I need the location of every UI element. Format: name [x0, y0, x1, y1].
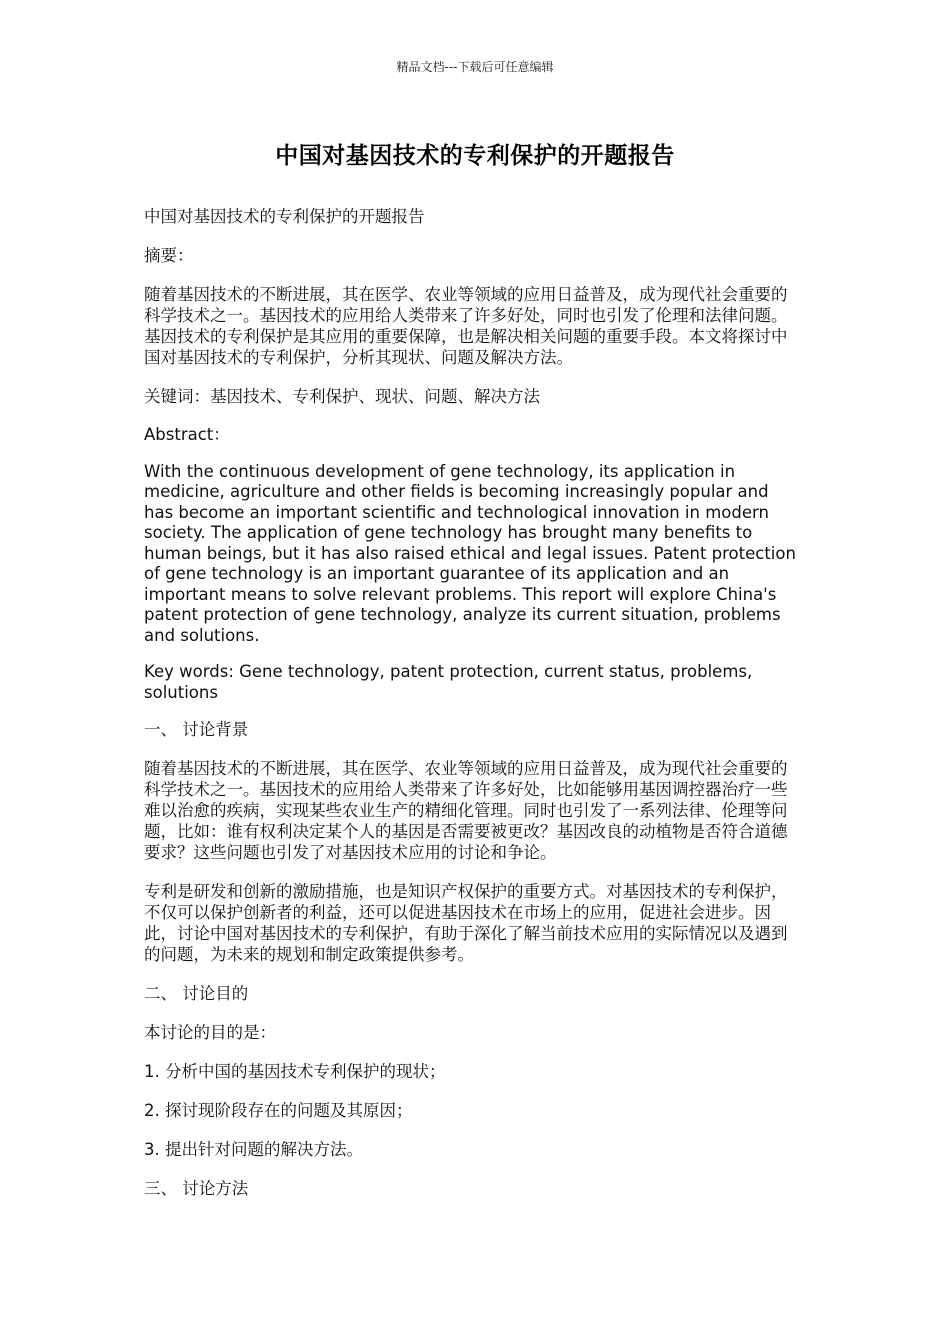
abstract-en-paragraph: With the continuous development of gene technology, its application in medicine, agriculture and other fields is becoming increasingly popular and has become an important scientific and technological innovation in modern society. The application of gene technology has brought many benefits to human beings, but it has also raised ethical and legal issues. Patent protection of gene technology is an important guarantee of its application and an important means to solve relevant problems. This report will explore China's patent protection of gene technology, analyze its current situation, problems and solutions. — [144, 461, 796, 645]
section1-paragraph-2: 专利是研发和创新的激励措施，也是知识产权保护的重要方式。对基因技术的专利保护，不仅可以保护创新者的利益，还可以促进基因技术在市场上的应用，促进社会进步。因此，讨论中国对基因技术的专利保护，有助于深化了解当前技术应用的实际情况以及遇到的问题，为未来的规划和制定政策提供参考。 — [144, 882, 788, 964]
list-item: 3. 提出针对问题的解决方法。 — [144, 1140, 363, 1159]
section2-heading: 二、 讨论目的 — [144, 984, 249, 1003]
section1-heading: 一、 讨论背景 — [144, 720, 249, 739]
document-body — [144, 206, 796, 1217]
keywords-en: Key words: Gene technology, patent protection, current status, problems, solutions — [144, 662, 753, 702]
header-note: 精品文档---下载后可任意编辑 — [396, 60, 554, 74]
list-item: 2. 探讨现阶段存在的问题及其原因； — [144, 1101, 413, 1120]
list-item: 1. 分析中国的基因技术专利保护的现状； — [144, 1062, 446, 1081]
subtitle: 中国对基因技术的专利保护的开题报告 — [144, 207, 425, 226]
abstract-cn-label: 摘要： — [144, 246, 194, 265]
section1-paragraph-1: 随着基因技术的不断进展，其在医学、农业等领域的应用日益普及，成为现代社会重要的科学技术之一。基因技术的应用给人类带来了许多好处，比如能够用基因调控器治疗一些难以治愈的疾病，实现某些农业生产的精细化管理。同时也引发了一系列法律、伦理等问题，比如：谁有权利决定某个人的基因是否需要被更改？基因改良的动植物是否符合道德要求？这些问题也引发了对基因技术应用的讨论和争论。 — [144, 759, 788, 862]
section2-intro: 本讨论的目的是： — [144, 1023, 276, 1042]
abstract-cn-paragraph: 随着基因技术的不断进展，其在医学、农业等领域的应用日益普及，成为现代社会重要的科学技术之一。基因技术的应用给人类带来了许多好处，同时也引发了伦理和法律问题。基因技术的专利保护是其应用的重要保障，也是解决相关问题的重要手段。本文将探讨中国对基因技术的专利保护，分析其现状、问题及解决方法。 — [144, 285, 788, 367]
section3-heading: 三、 讨论方法 — [144, 1179, 249, 1198]
abstract-en-label: Abstract： — [144, 425, 230, 444]
document-title: 中国对基因技术的专利保护的开题报告 — [275, 143, 675, 169]
keywords-cn: 关键词：基因技术、专利保护、现状、问题、解决方法 — [144, 387, 540, 406]
